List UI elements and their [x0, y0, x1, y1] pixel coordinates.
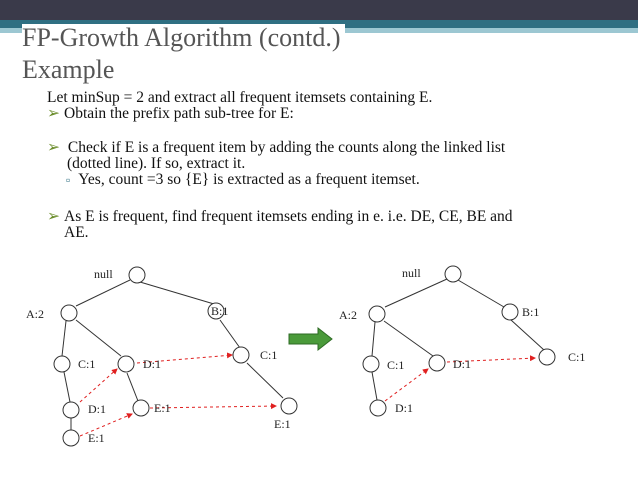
left-node-c1 — [54, 356, 70, 372]
right-label-c1: C:1 — [387, 358, 405, 372]
bullet-2-text: Check if E is a frequent item by adding the counts along the linked list — [67, 139, 506, 156]
right-node-c1 — [363, 356, 379, 372]
arrow-bullet-icon: ➢ — [47, 139, 60, 156]
square-bullet-icon: ▫ — [66, 173, 71, 187]
left-node-d1 — [118, 356, 134, 372]
left-label-e1: E:1 — [154, 401, 171, 415]
left-label-b: B:1 — [211, 304, 229, 318]
right-node-c2 — [539, 349, 555, 365]
transform-arrow-icon — [289, 328, 332, 350]
left-node-c2 — [233, 347, 249, 363]
right-node-null — [445, 266, 461, 282]
left-label-null: null — [94, 267, 113, 281]
left-tree-dotted-links — [80, 355, 276, 436]
right-label-null: null — [402, 266, 421, 280]
left-label-a: A:2 — [26, 307, 44, 321]
left-label-e3: E:1 — [88, 431, 105, 445]
left-node-d2 — [63, 402, 79, 418]
right-label-d1: D:1 — [453, 357, 471, 371]
slide-subtitle: Example — [22, 55, 115, 84]
bullet-1-text: Obtain the prefix path sub-tree for E: — [64, 105, 294, 122]
slide-title: FP-Growth Algorithm (contd.) — [22, 24, 345, 52]
left-node-e1 — [133, 400, 149, 416]
right-tree-edges — [372, 279, 544, 400]
right-node-b — [502, 304, 518, 320]
sub-bullet-text: Yes, count =3 so {E} is extracted as a frequent itemset. — [78, 171, 420, 188]
left-label-c1: C:1 — [78, 357, 96, 371]
right-node-d2 — [370, 400, 386, 416]
bullet-3-text: As E is frequent, find frequent itemsets ending in e. i.e. DE, CE, BE and — [64, 208, 513, 225]
left-label-d2: D:1 — [88, 402, 106, 416]
left-label-d1: D:1 — [143, 357, 161, 371]
right-label-b: B:1 — [522, 305, 540, 319]
right-label-c2: C:1 — [568, 350, 586, 364]
left-label-e2: E:1 — [274, 417, 291, 431]
right-node-a — [369, 306, 385, 322]
intro-text: Let minSup = 2 and extract all frequent itemsets containing E. — [47, 89, 433, 106]
arrow-bullet-icon: ➢ — [47, 105, 60, 122]
left-node-a — [61, 305, 77, 321]
left-label-c2: C:1 — [260, 348, 278, 362]
right-label-d2: D:1 — [395, 401, 413, 415]
arrow-bullet-icon: ➢ — [47, 208, 60, 225]
left-node-null — [129, 267, 145, 283]
bullet-3-cont: AE. — [64, 224, 89, 241]
right-label-a: A:2 — [339, 308, 357, 322]
right-node-d1 — [429, 355, 445, 371]
left-node-e2 — [281, 398, 297, 414]
left-node-e3 — [63, 430, 79, 446]
bullet-2-cont: (dotted line). If so, extract it. — [67, 155, 246, 172]
